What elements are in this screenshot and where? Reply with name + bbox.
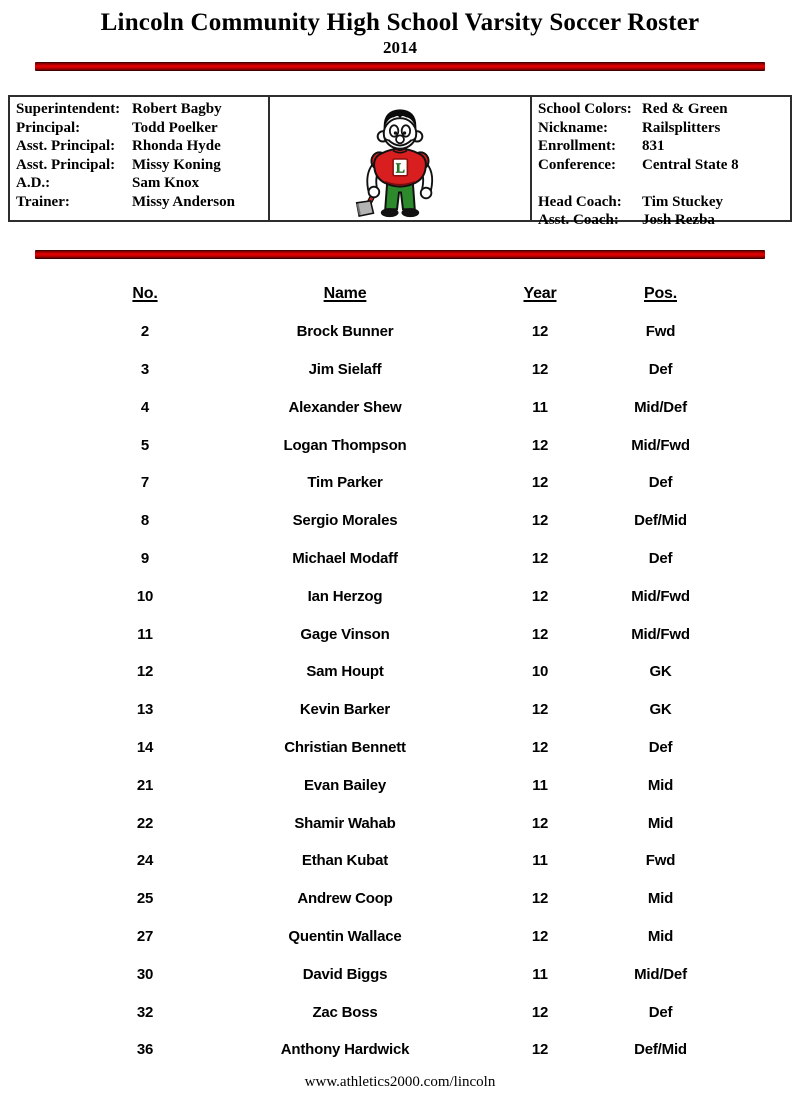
school-box	[530, 97, 790, 228]
player-pos: Mid	[647, 890, 674, 908]
player-name: Jim Sielaff	[308, 360, 382, 378]
school-label: Asst. Coach:	[538, 212, 619, 228]
school-value: Tim Stuckey	[642, 193, 723, 210]
school-label	[538, 174, 642, 193]
player-no: 24	[136, 852, 154, 870]
table-row	[0, 502, 800, 540]
staff-label: Asst. Principal:	[16, 138, 116, 154]
player-name: Tim Parker	[307, 474, 383, 492]
player-no: 11	[137, 625, 153, 643]
table-row	[0, 729, 800, 767]
col-header-name: Name	[323, 284, 367, 302]
footer-url[interactable]: www.athletics2000.com/lincoln	[304, 1073, 496, 1090]
info-table	[8, 95, 792, 228]
player-name: Alexander Shew	[288, 398, 402, 416]
player-year: 11	[532, 776, 548, 794]
school-row	[538, 137, 784, 156]
railsplitter-mascot-icon	[352, 99, 448, 222]
staff-value: Missy Koning	[132, 156, 221, 173]
player-year: 12	[531, 701, 549, 719]
school-value: Central State 8	[642, 156, 739, 173]
player-pos: Mid	[647, 776, 674, 794]
table-row	[0, 804, 800, 842]
player-no: 13	[136, 701, 154, 719]
table-row	[0, 880, 800, 918]
col-header-no: No.	[132, 284, 158, 302]
player-pos: Mid/Def	[634, 965, 687, 983]
staff-row	[16, 100, 262, 119]
table-row	[0, 918, 800, 956]
player-no: 32	[136, 1003, 154, 1021]
red-divider-bar-top	[35, 62, 765, 71]
player-pos: Fwd	[645, 323, 676, 341]
player-no: 2	[140, 323, 150, 341]
player-year: 12	[531, 1003, 549, 1021]
staff-value: Todd Poelker	[132, 119, 218, 136]
mascot-letter: L	[395, 160, 405, 176]
school-row	[538, 119, 784, 138]
school-value: 831	[642, 138, 665, 154]
school-value: Red & Green	[642, 101, 728, 117]
page-title: Lincoln Community High School Varsity Soccer Roster	[100, 9, 700, 36]
school-label: Nickname:	[538, 119, 608, 136]
table-row	[0, 1031, 800, 1069]
page-year: 2014	[383, 38, 417, 57]
player-year: 12	[531, 323, 549, 341]
player-no: 8	[140, 512, 150, 530]
table-row	[0, 653, 800, 691]
player-pos: GK	[649, 663, 672, 681]
table-row	[0, 540, 800, 578]
table-row	[0, 955, 800, 993]
roster-body	[0, 313, 800, 1069]
player-year: 12	[531, 549, 549, 567]
player-year: 12	[531, 738, 549, 756]
player-name: Sam Houpt	[306, 663, 384, 681]
player-year: 12	[531, 890, 549, 908]
player-pos: Mid	[647, 927, 674, 945]
player-no: 5	[140, 436, 150, 454]
roster-header-row	[0, 275, 800, 313]
staff-value: Robert Bagby	[132, 101, 222, 117]
staff-value: Missy Anderson	[132, 193, 235, 210]
staff-row	[16, 156, 262, 175]
player-year: 12	[531, 927, 549, 945]
player-pos: Fwd	[645, 852, 676, 870]
player-year: 12	[531, 436, 549, 454]
player-name: Anthony Hardwick	[280, 1041, 410, 1059]
player-pos: Mid/Fwd	[631, 625, 690, 643]
col-header-year: Year	[523, 284, 557, 302]
table-row	[0, 691, 800, 729]
player-pos: Def	[648, 738, 673, 756]
player-no: 10	[136, 587, 154, 605]
player-no: 22	[136, 814, 154, 832]
staff-row	[16, 193, 262, 212]
player-year: 12	[531, 587, 549, 605]
school-value: Josh Rezba	[642, 212, 715, 228]
player-pos: Def	[648, 474, 673, 492]
table-row	[0, 615, 800, 653]
player-no: 7	[140, 474, 150, 492]
player-name: Sergio Morales	[292, 512, 398, 530]
player-name: Andrew Coop	[297, 890, 393, 908]
player-no: 12	[136, 663, 154, 681]
player-name: Evan Bailey	[303, 776, 386, 794]
player-year: 12	[531, 625, 549, 643]
staff-label: Principal:	[16, 119, 81, 136]
school-label: Enrollment:	[538, 138, 617, 154]
player-pos: Mid/Fwd	[631, 587, 690, 605]
staff-row	[16, 137, 262, 156]
school-label: Head Coach:	[538, 193, 622, 210]
player-year: 12	[531, 474, 549, 492]
red-divider-bar-middle	[35, 250, 765, 259]
mascot-box	[270, 97, 530, 220]
player-year: 10	[531, 663, 549, 681]
school-row	[538, 100, 784, 119]
player-name: Kevin Barker	[299, 701, 391, 719]
staff-row	[16, 119, 262, 138]
school-row	[538, 174, 784, 193]
player-name: Christian Bennett	[284, 738, 406, 756]
player-year: 12	[531, 360, 549, 378]
table-row	[0, 351, 800, 389]
staff-label: A.D.:	[16, 175, 51, 191]
player-no: 30	[136, 965, 154, 983]
player-no: 4	[140, 398, 150, 416]
player-name: Logan Thompson	[283, 436, 407, 454]
player-name: Zac Boss	[312, 1003, 378, 1021]
school-label: School Colors:	[538, 101, 632, 117]
player-name: Ian Herzog	[307, 587, 383, 605]
player-no: 36	[136, 1041, 154, 1059]
table-row	[0, 388, 800, 426]
staff-row	[16, 174, 262, 193]
player-no: 9	[140, 549, 150, 567]
player-name: Gage Vinson	[300, 625, 390, 643]
player-year: 12	[531, 512, 549, 530]
col-header-pos: Pos.	[644, 284, 677, 302]
player-year: 12	[531, 1041, 549, 1059]
player-no: 27	[136, 927, 154, 945]
player-name: Quentin Wallace	[288, 927, 402, 945]
player-pos: Def/Mid	[634, 1041, 687, 1059]
player-pos: Mid/Fwd	[631, 436, 690, 454]
school-row	[538, 193, 784, 212]
table-row	[0, 842, 800, 880]
table-row	[0, 464, 800, 502]
school-row	[538, 211, 784, 230]
roster-table	[0, 275, 800, 1069]
school-value: Railsplitters	[642, 119, 721, 136]
school-value	[642, 174, 784, 193]
player-year: 11	[532, 852, 548, 870]
table-row	[0, 426, 800, 464]
player-pos: Def	[648, 1003, 673, 1021]
table-row	[0, 766, 800, 804]
school-label: Conference:	[538, 156, 617, 173]
player-name: Michael Modaff	[292, 549, 398, 567]
staff-value: Sam Knox	[132, 175, 200, 191]
table-row	[0, 577, 800, 615]
player-year: 12	[531, 814, 549, 832]
staff-label: Trainer:	[16, 193, 70, 210]
player-name: Shamir Wahab	[294, 814, 396, 832]
player-pos: Def	[648, 360, 673, 378]
staff-label: Asst. Principal:	[16, 156, 116, 173]
staff-value: Rhonda Hyde	[132, 138, 221, 154]
player-pos: GK	[649, 701, 672, 719]
staff-label: Superintendent:	[16, 101, 121, 117]
player-no: 25	[136, 890, 154, 908]
table-row	[0, 993, 800, 1031]
player-no: 14	[136, 738, 154, 756]
player-pos: Mid	[647, 814, 674, 832]
player-pos: Mid/Def	[634, 398, 687, 416]
player-no: 3	[140, 360, 150, 378]
school-row	[538, 156, 784, 175]
table-row	[0, 313, 800, 351]
player-year: 11	[532, 965, 548, 983]
player-no: 21	[136, 776, 154, 794]
player-year: 11	[532, 398, 548, 416]
staff-box	[10, 97, 270, 220]
player-pos: Def	[648, 549, 673, 567]
player-name: David Biggs	[302, 965, 388, 983]
player-name: Brock Bunner	[296, 323, 394, 341]
player-pos: Def/Mid	[634, 512, 687, 530]
player-name: Ethan Kubat	[301, 852, 389, 870]
